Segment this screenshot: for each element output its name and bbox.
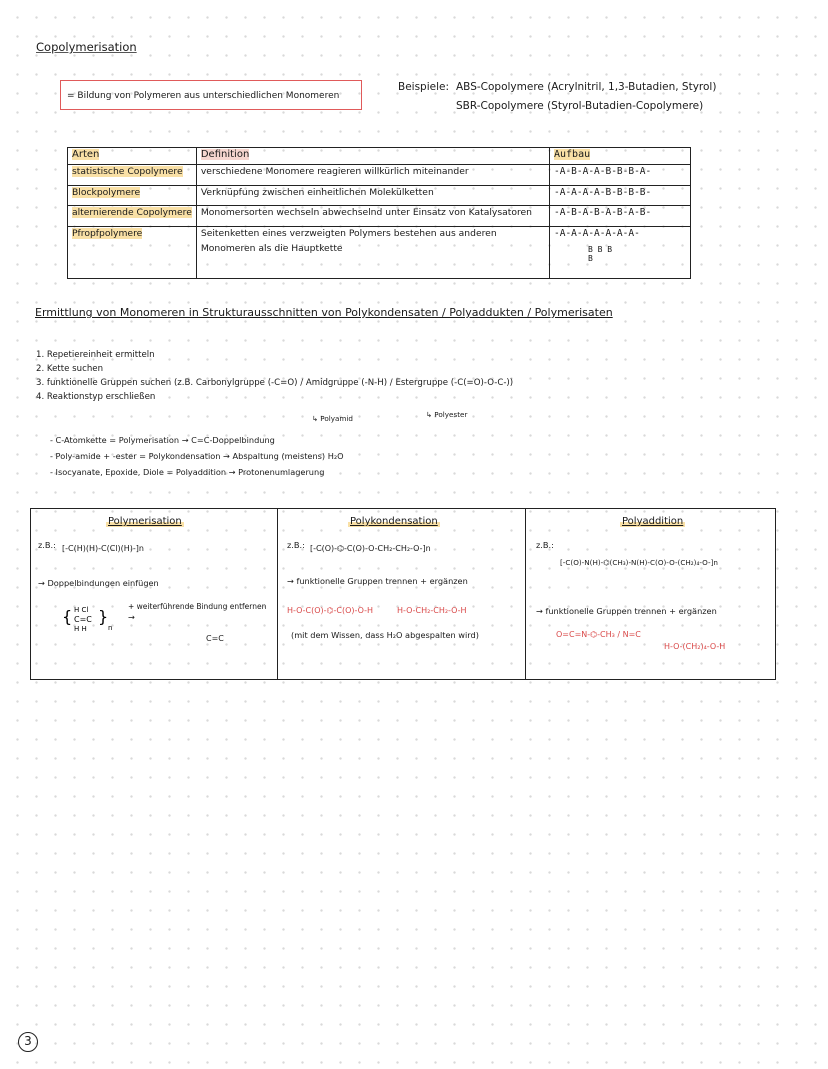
polymerisation-step1: → Doppelbindungen einfügen: [38, 578, 159, 588]
cell-art: alternierende Copolymere: [68, 206, 197, 227]
table-row: [68, 206, 691, 227]
polyaddition-step1: → funktionelle Gruppen trennen + ergänzen: [536, 606, 717, 616]
header-arten: Arten: [68, 148, 197, 165]
polymerisation-step2: + weiterführende Bindung entfernen: [128, 602, 267, 611]
svg-text:{: {: [62, 607, 73, 626]
header-definition: Definition: [196, 148, 549, 165]
table-row: [68, 185, 691, 206]
list-item: - C-Atomkette = Polymerisation → C=C-Doppelbindung: [50, 435, 275, 445]
list-item: - Isocyanate, Epoxide, Diole = Polyaddition → Protonenumlagerung: [50, 467, 325, 477]
zb-label: z.B.:: [536, 540, 554, 550]
svg-text:n: n: [108, 624, 113, 632]
table-row: [68, 227, 691, 279]
reaction-type-bullets: [50, 432, 344, 480]
svg-text:}: }: [98, 607, 109, 626]
list-item: 2. Kette suchen: [36, 364, 104, 374]
polymerisation-formula: [-C(H)(H)-C(Cl)(H)-]n: [62, 544, 144, 553]
polyaddition-monomer1: O=C=N-⌬-CH₃ / N=C: [556, 630, 641, 639]
page-number: 3: [18, 1032, 38, 1052]
polykondensation-monomer2: H-O-CH₂-CH₂-O-H: [397, 606, 467, 615]
polykondensation-monomer1: H-O-C(O)-⌬-C(O)-O-H: [287, 606, 374, 615]
cell-definition: Seitenketten eines verzweigten Polymers bestehen aus anderen Monomeren als die Hauptkette: [196, 227, 549, 279]
polyaddition-formula: [-C(O)-N(H)-⌬(CH₃)-N(H)-C(O)-O-(CH₂)₄-O-]n: [560, 558, 718, 567]
polykondensation-note: (mit dem Wissen, dass H₂O abgespalten wird): [291, 630, 479, 640]
zb-label: z.B.:: [287, 540, 305, 550]
example-item: ABS-Copolymere (Acrylnitril, 1,3-Butadien, Styrol): [456, 81, 717, 93]
column-divider: [525, 508, 526, 680]
examples-block: [398, 78, 716, 116]
note-polyester: ↳ Polyester: [426, 410, 468, 419]
polyaddition-monomer2: H-O-(CH₂)₄-O-H: [664, 642, 726, 651]
cell-aufbau: -A-B-A-B-A-B-A-B-: [550, 206, 691, 227]
cell-aufbau: -A-B-A-A-B-B-B-A-: [550, 165, 691, 186]
reactions-box: [30, 508, 776, 680]
table-header-row: [68, 148, 691, 165]
cell-art: Pfropfpolymere: [68, 227, 197, 279]
list-item: 1. Repetiereinheit ermitteln: [36, 350, 155, 360]
arrow-icon: →: [128, 612, 135, 622]
example-item: SBR-Copolymere (Styrol-Butadien-Copolymere): [456, 100, 704, 112]
polymerisation-title: Polymerisation: [108, 516, 182, 527]
list-item: - Poly-amide + -ester = Polykondensation → Abspaltung (meistens) H₂O: [50, 451, 344, 461]
monomer-structure-drawing: [62, 600, 122, 634]
definition-box: [60, 80, 362, 110]
cell-definition: Monomersorten wechseln abwechselnd unter Einsatz von Katalysatoren: [196, 206, 549, 227]
note-polyamid: ↳ Polyamid: [312, 414, 353, 423]
polykondensation-formula: [-C(O)-⌬-C(O)-O-CH₂-CH₂-O-]n: [310, 544, 431, 553]
polymerisation-result: C=C: [206, 634, 224, 643]
cell-art: Blockpolymere: [68, 185, 197, 206]
cell-aufbau: -A-A-A-A-B-B-B-B-: [550, 185, 691, 206]
list-item: 3. funktionelle Gruppen suchen (z.B. Carbonylgruppe (-C=O) / Amidgruppe (-N-H) / Estergruppe (-C(=O)-O-C-)): [36, 378, 514, 388]
zb-label: z.B.:: [38, 540, 56, 550]
cell-art: statistische Copolymere: [68, 165, 197, 186]
copolymer-types-table: [67, 147, 691, 279]
section-heading: Ermittlung von Monomeren in Strukturausschnitten von Polykondensaten / Polyaddukten / Polymerisaten: [35, 306, 613, 319]
svg-text:H Cl: H Cl: [74, 606, 89, 614]
polyaddition-title: Polyaddition: [622, 516, 684, 527]
svg-text:H H: H H: [74, 625, 87, 633]
page-title: Copolymerisation: [36, 40, 137, 54]
polykondensation-step1: → funktionelle Gruppen trennen + ergänzen: [287, 576, 468, 586]
column-divider: [277, 508, 278, 680]
examples-label: Beispiele:: [398, 81, 450, 93]
definition-text: = Bildung von Polymeren aus unterschiedlichen Monomeren: [67, 91, 340, 101]
steps-list: [36, 348, 513, 404]
list-item: 4. Reaktionstyp erschließen: [36, 392, 156, 402]
cell-definition: verschiedene Monomere reagieren willkürlich miteinander: [196, 165, 549, 186]
cell-definition: Verknüpfung zwischen einheitlichen Molekülketten: [196, 185, 549, 206]
cell-aufbau: -A-A-A-A-A-A-A- B B B B: [550, 227, 691, 279]
table-row: [68, 165, 691, 186]
header-aufbau: Aufbau: [550, 148, 691, 165]
svg-text:C=C: C=C: [74, 615, 92, 624]
polykondensation-title: Polykondensation: [350, 516, 438, 527]
